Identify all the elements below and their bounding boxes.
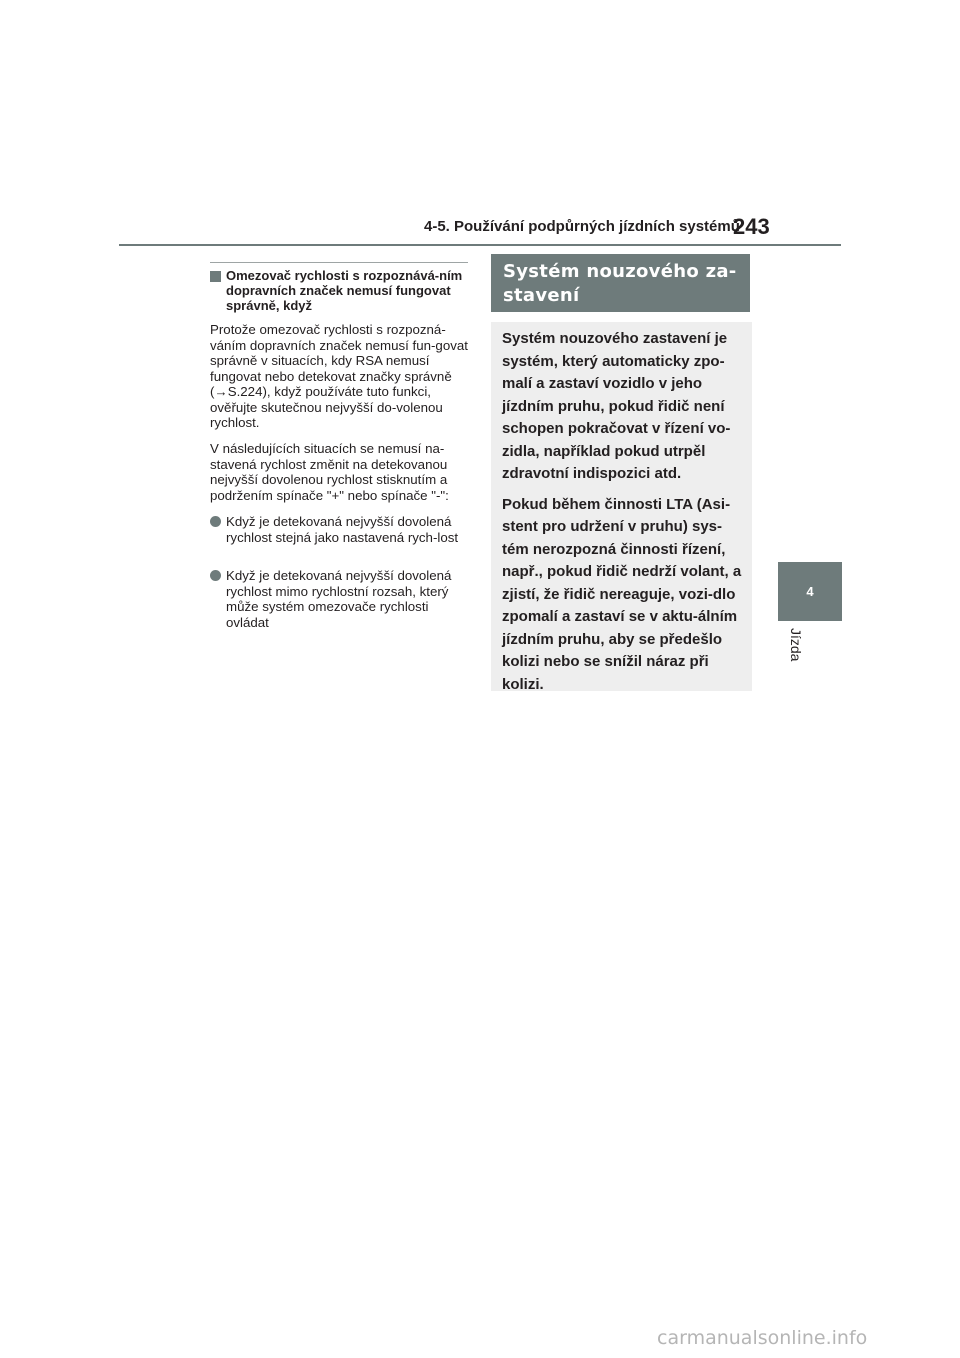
bullet-text: Když je detekovaná nejvyšší dovolená rychlost stejná jako nastavená rych-lost bbox=[226, 514, 459, 545]
sub-heading-text: Omezovač rychlosti s rozpoznává-ním dopravních značek nemusí fungovat správně, když bbox=[226, 268, 463, 313]
emergency-stop-paragraph: Systém nouzového zastavení je systém, který automaticky zpo-malí a zastaví vozidlo v jeho jízdním pruhu, pokud řidič není schopen pokračovat v řízení vo-zidla, například pokud utrpěl zdravotní indispozici atd. bbox=[502, 330, 731, 482]
left-column-divider bbox=[210, 262, 468, 263]
body-paragraph: Protože omezovač rychlosti s rozpozná-váním dopravních značek nemusí fun-govat správně v situacích, kdy RSA nemusí fungovat nebo detekovat značky správně (→S.224), když používáte tuto funkci, ověřujte skutečnou nejvyšší do-volenou rychlost. bbox=[210, 322, 468, 430]
header-divider bbox=[119, 244, 841, 246]
chapter-tab: 4 bbox=[778, 562, 842, 621]
bullet-item bbox=[210, 568, 468, 630]
circle-bullet-icon bbox=[210, 516, 221, 527]
body-paragraph: V následujících situacích se nemusí na-stavená rychlost změnit na detekovanou nejvyšší dovolenou rychlost stisknutím a podržením spínače "+" nebo spínače "-": bbox=[210, 441, 449, 503]
chapter-name: Jízda bbox=[788, 628, 804, 662]
section-title: 4-5. Používání podpůrných jízdních systémů bbox=[424, 218, 740, 235]
bullet-item bbox=[210, 514, 468, 545]
circle-bullet-icon bbox=[210, 570, 221, 581]
emergency-stop-box bbox=[491, 322, 752, 691]
emergency-stop-heading: Systém nouzového za-stavení bbox=[491, 254, 750, 312]
page-number: 243 bbox=[733, 214, 770, 239]
watermark: carmanualsonline.info bbox=[657, 1327, 868, 1349]
bullet-text: Když je detekovaná nejvyšší dovolená rychlost mimo rychlostní rozsah, který může systém omezovače rychlosti ovládat bbox=[226, 568, 452, 630]
sub-heading bbox=[210, 268, 468, 313]
emergency-stop-paragraph: Pokud během činnosti LTA (Asi-stent pro udržení v pruhu) sys-tém nerozpozná činnosti řízení, např., pokud řidič nedrží volant, a zjistí, že řidič nereaguje, vozi-dlo zpomalí a zastaví se v aktu-álním jízdním pruhu, aby se předešlo kolizi nebo se snížil náraz při kolizi. bbox=[502, 495, 742, 693]
